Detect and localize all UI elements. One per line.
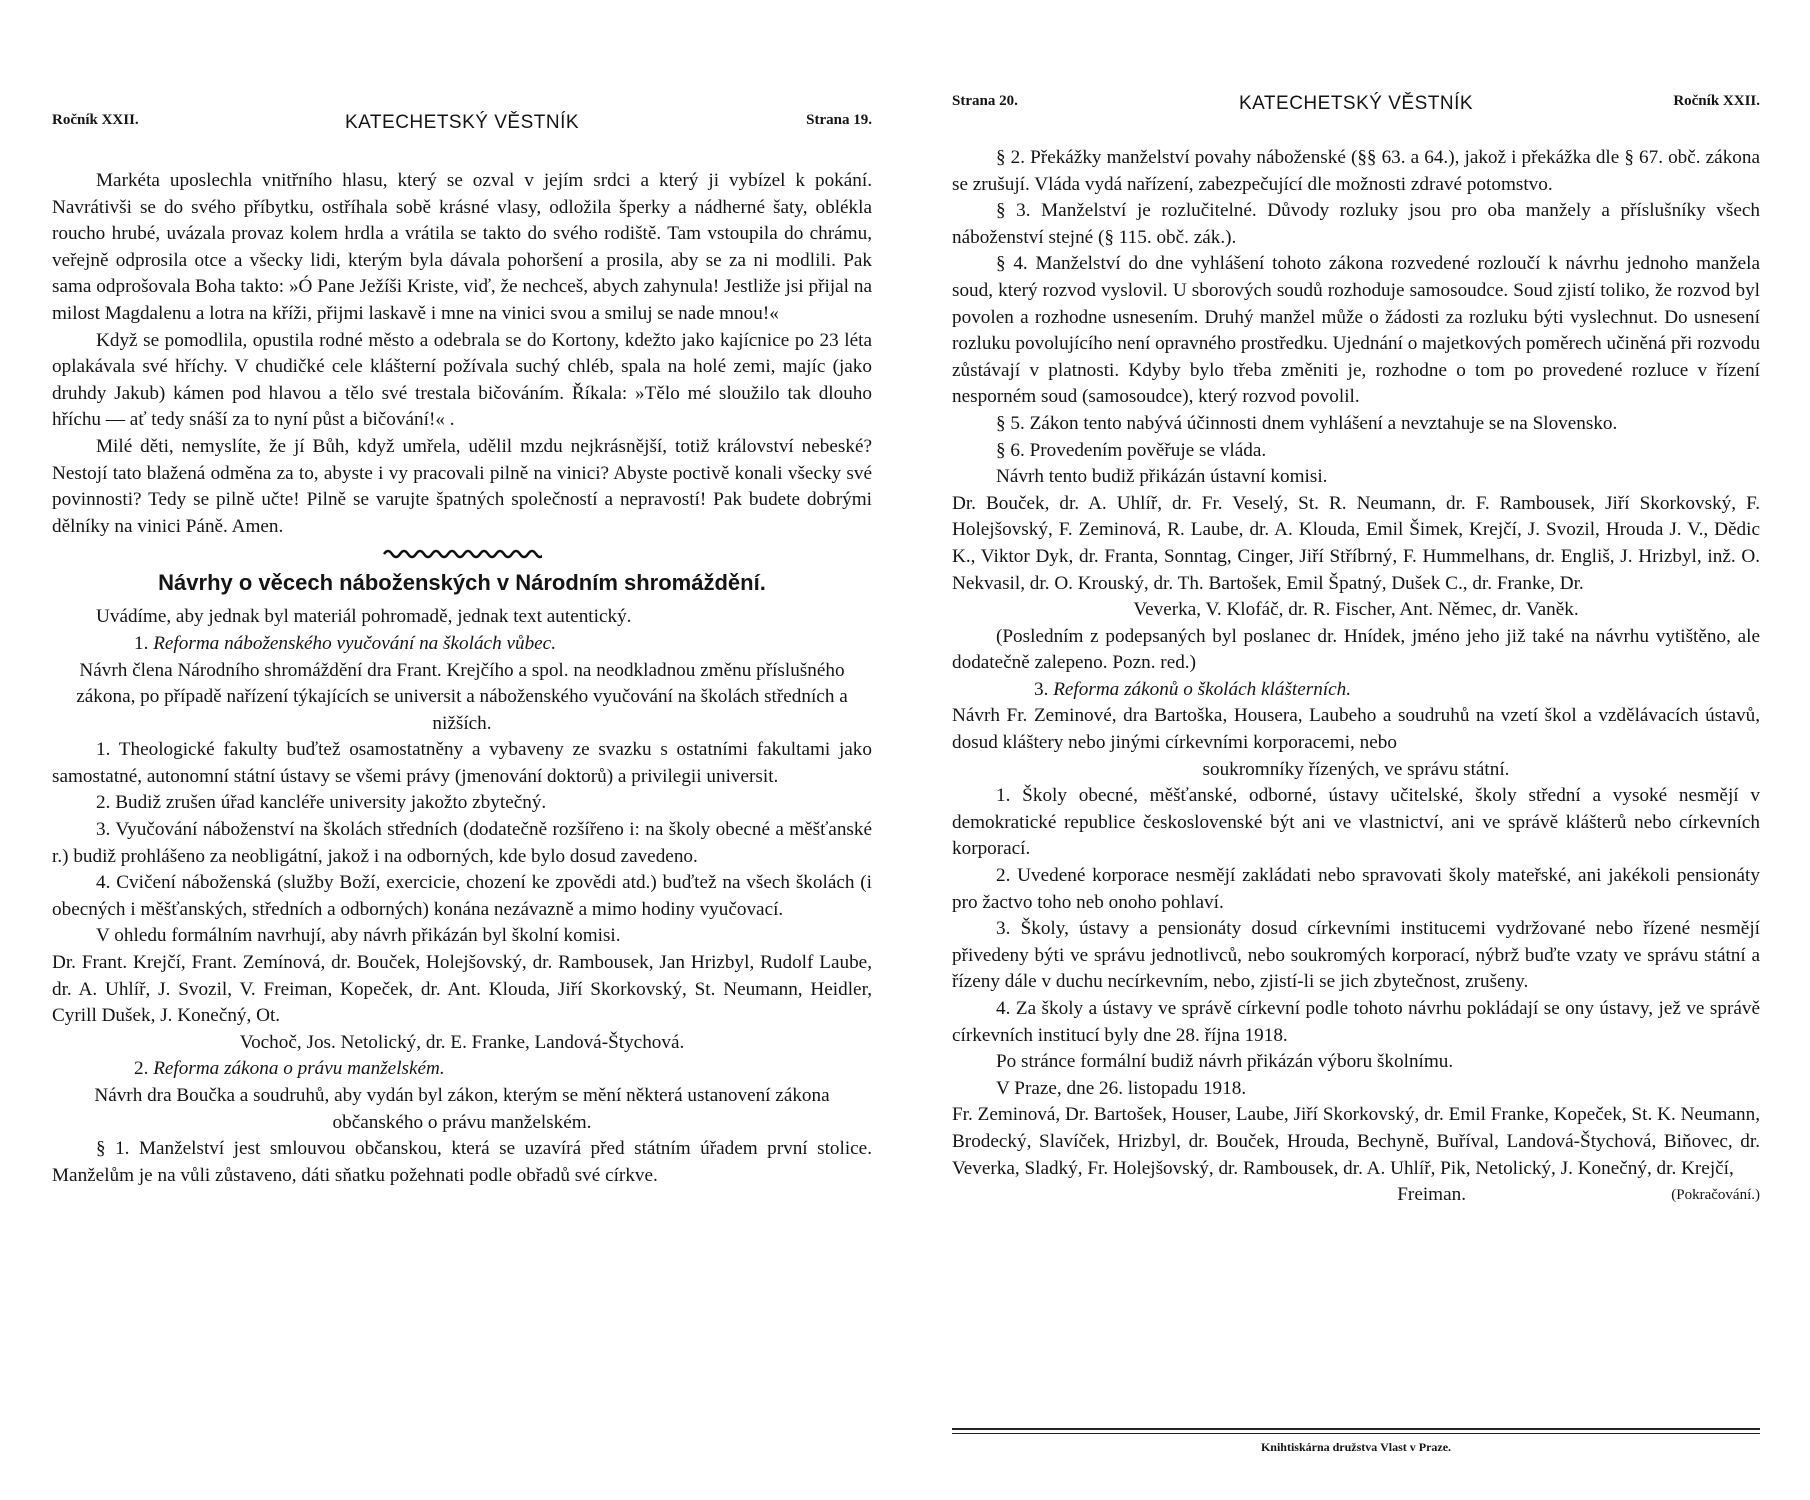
subsection-title bbox=[952, 677, 1760, 704]
footer-rule bbox=[952, 1428, 1760, 1434]
paragraph: 2. Budiž zrušen úřad kancléře university jakožto zbytečný. bbox=[96, 792, 547, 814]
paragraph: 3. Vyučování náboženství na školách středních (dodatečně rozšířeno i: na školy obecné a měšťanské r.) budiž prohlášeno za neobligátní, jakož i na odborných, kde bylo dosud zavedeno. bbox=[52, 819, 872, 867]
subsection-number: 1. bbox=[134, 632, 149, 654]
page-header bbox=[52, 112, 872, 142]
paragraph-last-line: soukromníky řízených, ve správu státní. bbox=[1202, 758, 1510, 780]
section-heading: Návrhy o věcech náboženských v Národním shromáždění. bbox=[158, 570, 766, 596]
rule-line bbox=[952, 1428, 1760, 1430]
paragraph: Uvádíme, aby jednak byl materiál pohromadě, jednak text autentický. bbox=[96, 606, 632, 628]
paragraph: § 3. Manželství je rozlučitelné. Důvody rozluky jsou pro oba manžely a příslušníky všech náboženství stejné (§ 115. obč. zák.). bbox=[952, 200, 1760, 248]
paragraph: Když se pomodlila, opustila rodné město a odebrala se do Kortony, kdežto jako kajícnice po 23 léta oplakávala své hříchy. V chudičké cele klášterní požívala suchý chléb, spala na holé zemi, majíc (jako druhdy Jakub) kámen pod hlavou a tělo své trestala bičováním. Říkala: »Tělo mé sloužilo tak dlouho hříchu — ať tedy snáší za to nyní půst a bičování!« . bbox=[52, 329, 872, 431]
page-number: Strana 20. bbox=[952, 93, 1018, 109]
subsection-text: Reforma zákona o právu manželském. bbox=[153, 1058, 445, 1080]
paragraph: V ohledu formálním navrhují, aby návrh přikázán byl školní komisi. bbox=[96, 925, 621, 947]
volume-label: Ročník XXII. bbox=[52, 112, 139, 128]
subsection-number: 2. bbox=[134, 1058, 149, 1080]
subsection-title bbox=[52, 1056, 872, 1083]
paragraph: Návrh člena Národního shromáždění dra Frant. Krejčího a spol. na neodkladnou změnu příslušného zákona, po případě nařízení týkajících se universit a náboženského vyučování na školách středních a nižších. bbox=[76, 659, 848, 734]
paragraph: Návrh dra Boučka a soudruhů, aby vydán byl zákon, kterým se mění některá ustanovení zákona občanského o právu manželském. bbox=[94, 1085, 830, 1133]
paragraph: Markéta uposlechla vnitřního hlasu, který se ozval v jejím srdci a který ji vybízel k pokání. Navrátivši se do svého příbytku, ostříhala sobě krásné vlasy, odložila šperky a nádherné šaty, oblékla roucho hrubé, uvázala provaz kolem hrdla a vrátila se takto do svého rodiště. Tam vstoupila do chrámu, veřejně odprosila otce a všecky lidi, kterým byla dávala pohoršení a prosila, aby se za ni modlili. Pak sama odprošovala Boha takto: »Ó Pane Ježíši Kriste, viď, že nechceš, abych zahynula! Jestliže jsi přijal na milost Magdalenu a lotra na kříži, přijmi laskavě i mne na vinici svou a smiluj se nade mnou!« bbox=[52, 170, 872, 324]
paragraph: § 6. Provedením pověřuje se vláda. bbox=[996, 439, 1267, 461]
signatories-last-line: Vochoč, Jos. Netolický, dr. E. Franke, Landová-Štychová. bbox=[239, 1031, 685, 1053]
date-line: V Praze, dne 26. listopadu 1918. bbox=[996, 1077, 1247, 1099]
paragraph: § 4. Manželství do dne vyhlášení tohoto zákona rozvedené rozloučí k návrhu jednoho manžela soud, který rozvod vyslovil. U sborových soudů rozhoduje samosoudce. Soud zjistí toliko, že rozvod byl povolen a rozhodne usnesením. Druhý manžel může o žádosti za rozluku býti vyslechnut. Do usnesení rozluku povolujícího není opravného prostředku. Ujednání o majetkových poměrech učiněná při rozvodu zůstávají v platnosti. Kdyby bylo třeba změniti je, rozhodne o tom po provedené rozluce v řízení nesporném soud (samosoudce), který rozvod povolil. bbox=[952, 253, 1760, 408]
signatories-last-line bbox=[952, 1182, 1760, 1209]
journal-title: KATECHETSKÝ VĚSTNÍK bbox=[344, 112, 580, 133]
paragraph: 2. Uvedené korporace nesmějí zakládati nebo spravovati školy mateřské, ani jakékoli pensionáty pro žactvo toho neb onoho pohlaví. bbox=[952, 865, 1760, 913]
paragraph: 1. Theologické fakulty buďtež osamostatněny a vybaveny ze svazku s ostatními fakultami jako samostatné, autonomní státní ústavy se všemi právy (jmenování doktorů) a privilegii universit. bbox=[52, 739, 872, 787]
last-signatory: Freiman. bbox=[1397, 1184, 1467, 1206]
volume-label: Ročník XXII. bbox=[1673, 93, 1760, 109]
paragraph: 4. Za školy a ústavy ve správě církevní podle tohoto návrhu pokládají se ony ústavy, jež ve správě církevních institucí byly dne 28. října 1918. bbox=[952, 998, 1760, 1046]
page-body bbox=[952, 145, 1760, 1209]
paragraph: § 1. Manželství jest smlouvou občanskou, která se uzavírá před státním úřadem první stolice. Manželům je na vůli zůstaveno, dáti sňatku požehnati podle obřadů své církve. bbox=[52, 1138, 872, 1186]
page-header bbox=[952, 93, 1760, 123]
subsection-title bbox=[52, 631, 872, 658]
journal-title: KATECHETSKÝ VĚSTNÍK bbox=[1238, 93, 1474, 114]
paragraph: 1. Školy obecné, měšťanské, odborné, ústavy učitelské, školy střední a vysoké nesmějí v demokratické republice československé být ani ve vlastnictví, ani ve správě klášterů nebo církevních korporací. bbox=[952, 785, 1760, 860]
signatories: Fr. Zeminová, Dr. Bartošek, Houser, Laube, Jiří Skorkovský, dr. Emil Franke, Kopeček, St. K. Neumann, Brodecký, Slavíček, Hrizbyl, dr. Bouček, Hrouda, Bechyně, Buříval, Landová-Štychová, Biňovec, dr. Veverka, Sladký, Fr. Holejšovský, dr. Rambousek, dr. A. Uhlíř, Pik, Netolický, J. Konečný, dr. Krejčí, bbox=[952, 1104, 1760, 1179]
page-body bbox=[52, 168, 872, 1189]
signatories: Dr. Frant. Krejčí, Frant. Zemínová, dr. Bouček, Holejšovský, dr. Rambousek, Jan Hrizbyl, Rudolf Laube, dr. A. Uhlíř, J. Svozil, V. Freiman, Kopeček, dr. Ant. Klouda, Jiří Skorkovský, St. Neumann, Heidler, Cyrill Dušek, J. Konečný, Ot. bbox=[52, 952, 872, 1027]
subsection-text: Reforma zákonů o školách klášterních. bbox=[1053, 678, 1352, 700]
rule-line bbox=[952, 1433, 1760, 1434]
paragraph: Po stránce formální budiž návrh přikázán výboru školnímu. bbox=[996, 1051, 1454, 1073]
paragraph: § 2. Překážky manželství povahy náboženské (§§ 63. a 64.), jakož i překážka dle § 67. obč. zákona se zrušují. Vláda vydá nařízení, zabezpečující dle možnosti zdravé potomstvo. bbox=[952, 147, 1760, 195]
signatories-last-line: Veverka, V. Klofáč, dr. R. Fischer, Ant. Němec, dr. Vaněk. bbox=[1133, 599, 1579, 621]
subsection-text: Reforma náboženského vyučování na školách vůbec. bbox=[153, 632, 556, 654]
subsection-number: 3. bbox=[1034, 678, 1049, 700]
printer-imprint: Knihtiskárna družstva Vlast v Praze. bbox=[1260, 1440, 1452, 1454]
paragraph: 3. Školy, ústavy a pensionáty dosud církevními institucemi vydržované nebo řízené nesmějí přivedeny býti ve správu jednotlivců, nebo soukromých korporací, nýbrž buďte vzaty ve správu státní a řízeny dále v duchu necírkevním, nebo, zjistí-li se jich zbytečnost, zrušeny. bbox=[952, 918, 1760, 993]
paragraph: Milé děti, nemyslíte, že jí Bůh, když umřela, udělil mzdu nejkrásnější, totiž království nebeské? Nestojí tato blažená odměna za to, abyste i vy pracovali pilně na vinici? Abyste poctivě konali všecky své povinnosti? Tedy se pilně učte! Pilně se varujte špatných společností a nepravostí! Pak budete dobrými dělníky na vinici Páně. Amen. bbox=[52, 435, 872, 537]
continued-note: (Pokračování.) bbox=[1671, 1187, 1760, 1204]
paragraph: Návrh tento budiž přikázán ústavní komisi. bbox=[996, 466, 1328, 488]
editor-note: (Posledním z podepsaných byl poslanec dr. Hnídek, jméno jeho již také na návrhu vytištěno, ale dodatečně zalepeno. Pozn. red.) bbox=[952, 625, 1760, 674]
paragraph: § 5. Zákon tento nabývá účinnosti dnem vyhlášení a nevztahuje se na Slovensko. bbox=[996, 412, 1618, 434]
paragraph: 4. Cvičení náboženská (služby Boží, exercicie, chození ke zpovědi atd.) buďtež na všech školách (i obecných i měšťanských, středních a odborných) konána nezávazně a mimo hodiny vyučovací. bbox=[52, 872, 872, 920]
paragraph: Návrh Fr. Zeminové, dra Bartoška, Housera, Laubeho a soudruhů na vzetí škol a vzdělávacích ústavů, dosud kláštery nebo jinými církevními korporacemi, nebo bbox=[952, 705, 1760, 754]
page-number: Strana 19. bbox=[806, 112, 872, 128]
decorative-divider bbox=[382, 548, 542, 560]
signatories: Dr. Bouček, dr. A. Uhlíř, dr. Fr. Veselý, St. R. Neumann, dr. F. Rambousek, Jiří Skorkovský, F. Holejšovský, F. Zeminová, R. Laube, dr. A. Klouda, Emil Šimek, Krejčí, J. Svozil, Hrouda J. V., Dědic K., Viktor Dyk, dr. Franta, Sonntag, Cinger, Jiří Stříbrný, F. Hummelhans, dr. Engliš, J. Hrizbyl, inž. O. Nekvasil, dr. O. Krouský, dr. Th. Bartošek, Emil Špatný, Dušek C., dr. Franke, Dr. bbox=[952, 492, 1760, 594]
